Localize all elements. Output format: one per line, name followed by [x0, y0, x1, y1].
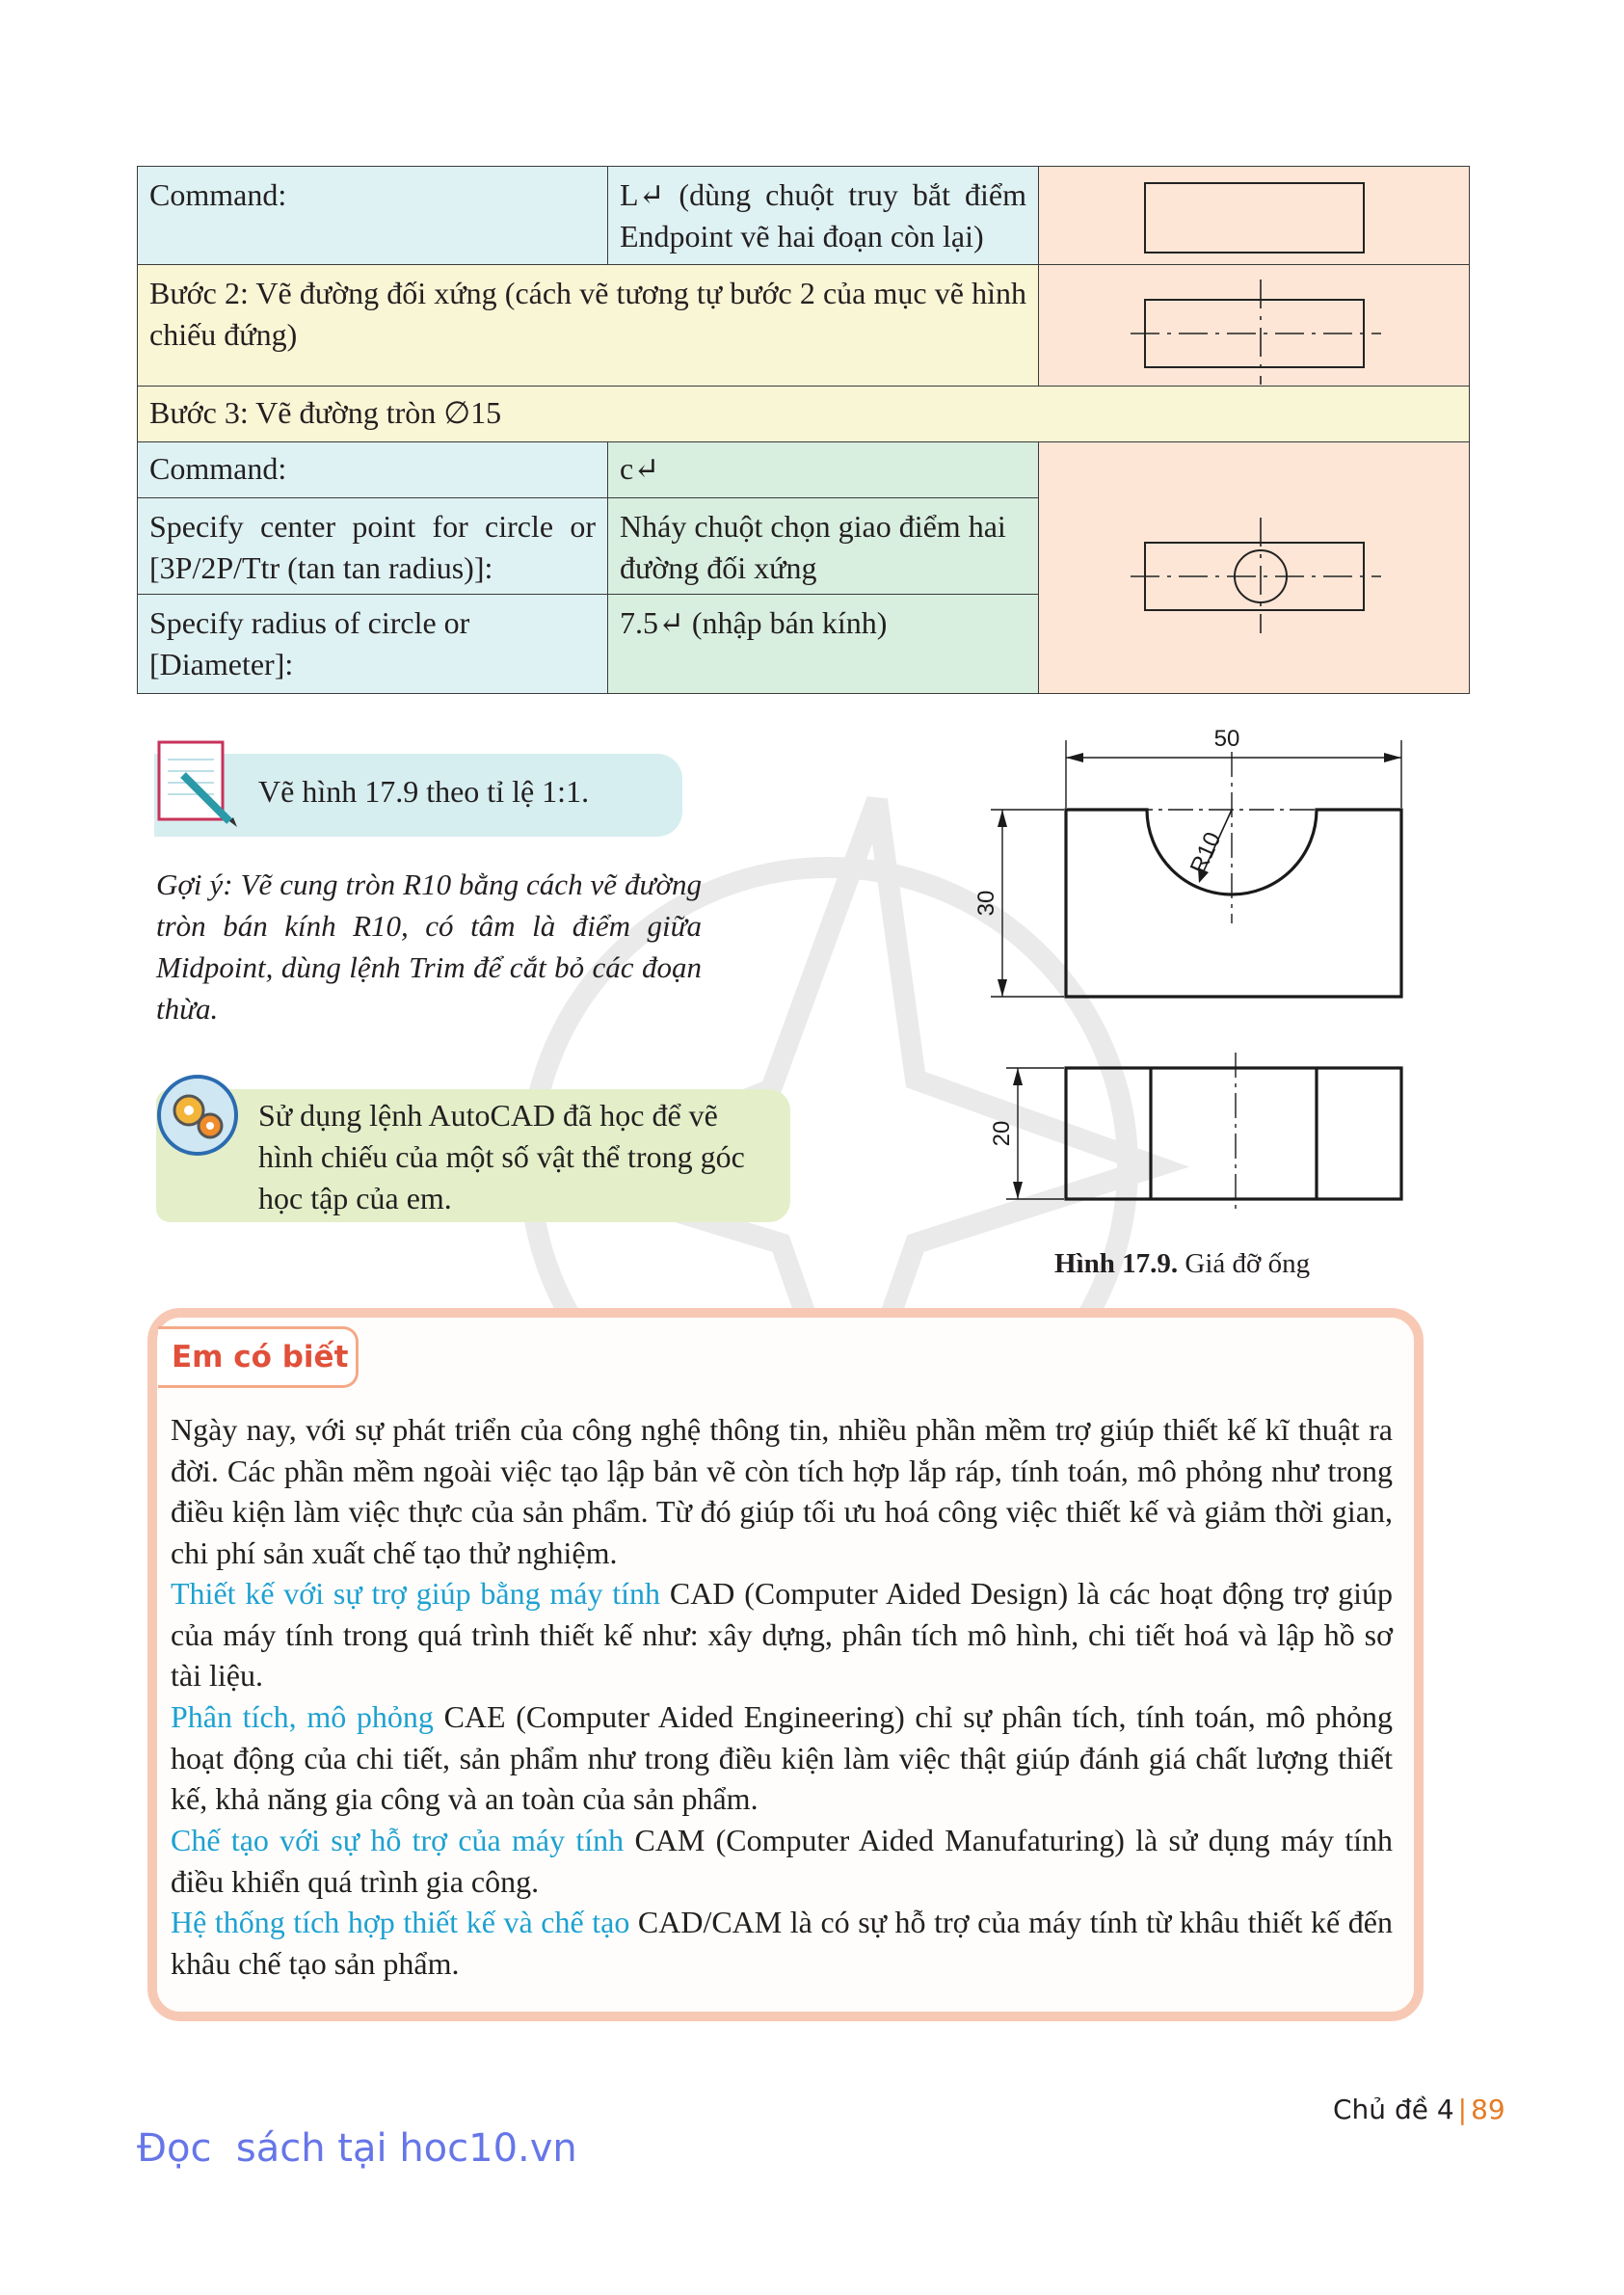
- top-view-outline: [1066, 1068, 1401, 1199]
- dim-height-top: 20: [989, 1120, 1015, 1147]
- site-link[interactable]: Đọc sách tại hoc10.vn: [137, 2126, 577, 2171]
- info-title: Em có biết: [172, 1340, 349, 1374]
- table-cell-command: Command:: [137, 166, 608, 265]
- hint-text: Gợi ý: Vẽ cung tròn R10 bằng cách vẽ đường tròn bán kính R10, có tâm là điểm giữa Midpoint, dùng lệnh Trim để cắt bỏ các đoạn thừa.: [156, 867, 702, 1026]
- apply-text: Sử dụng lệnh AutoCAD đã học để vẽ hình chiếu của một số vật thể trong góc học tập của em.: [258, 1098, 745, 1215]
- table-cell-step2: Bước 2: Vẽ đường đối xứng (cách vẽ tương tự bước 2 của mục vẽ hình chiếu đứng): [137, 264, 1039, 387]
- table-cell-value: 7.5↵ (nhập bán kính): [607, 594, 1039, 694]
- gears-icon: [154, 1072, 241, 1159]
- page-number: 89: [1471, 2094, 1505, 2125]
- table-cell-command: Specify radius of circle or [Diameter]:: [137, 594, 608, 694]
- info-paragraph: Ngày nay, với sự phát triển của công nghệ thông tin, nhiều phần mềm trợ giúp thiết kế kĩ thuật ra đời. Các phần mềm ngoài việc tạo lập bản vẽ còn tích hợp lắp ráp, tính toán, mô phỏng như trong điều kiện làm việc thực của sản phẩm. Từ đó giúp tối ưu hoá công việc thiết kế và giảm thời gian, chi phí sản xuất chế tạo thử nghiệm.: [171, 1412, 1393, 1570]
- table-cell-command: Specify center point for circle or [3P/2P/Ttr (tan tan radius)]:: [137, 497, 608, 595]
- info-paragraph-cadcam: Hệ thống tích hợp thiết kế và chế tạo CAD/CAM là có sự hỗ trợ của máy tính từ khâu thiết kế đến khâu chế tạo sản phẩm.: [171, 1905, 1394, 1981]
- rectangle-drawing: [1039, 167, 1444, 254]
- table-cell-value: c↵: [607, 441, 1039, 498]
- table-cell-value: Nháy chuột chọn giao điểm hai đường đối xứng: [607, 497, 1039, 595]
- table-cell-value: L↵ (dùng chuột truy bắt điểm Endpoint vẽ hai đoạn còn lại): [607, 166, 1039, 265]
- table-cell-drawing: [1038, 441, 1470, 694]
- front-view-outline: [1066, 810, 1401, 997]
- dim-radius: R10: [1185, 828, 1227, 878]
- page-footer: Chủ đề 4 | 89: [1333, 2094, 1505, 2125]
- notepad-pencil-icon: [154, 736, 241, 829]
- table-cell-drawing: [1038, 264, 1470, 387]
- info-paragraph-cae: Phân tích, mô phỏng CAE (Computer Aided Engineering) chỉ sự phân tích, tính toán, mô phỏng hoạt động của chi tiết, sản phẩm như trong điều kiện làm việc thật giúp đánh giá chất lượng thiết kế, khả năng gia công và an toàn của sản phẩm.: [171, 1699, 1393, 1816]
- table-cell-drawing: [1038, 166, 1470, 265]
- table-cell-step3: Bước 3: Vẽ đường tròn ∅15: [137, 386, 1470, 442]
- table-cell-command: Command:: [137, 441, 608, 498]
- info-paragraph-cad: Thiết kế với sự trợ giúp bằng máy tính CAD (Computer Aided Design) là các hoạt động trợ giúp của máy tính trong quá trình thiết kế như: xây dựng, phân tích mô hình, chi tiết hoá và lập hồ sơ tài liệu.: [171, 1576, 1394, 1693]
- figure-caption: Hình 17.9. Giá đỡ ống: [1054, 1248, 1311, 1279]
- symmetry-lines-drawing: [1039, 265, 1463, 385]
- figure-pipe-support: [964, 713, 1446, 1214]
- circle-drawing: [1039, 442, 1463, 691]
- dim-width: 50: [1213, 726, 1240, 752]
- info-paragraph-cam: Chế tạo với sự hỗ trợ của máy tính CAM (Computer Aided Manufaturing) là sử dụng máy tính điều khiển quá trình gia công.: [171, 1823, 1394, 1899]
- practice-text: Vẽ hình 17.9 theo tỉ lệ 1:1.: [258, 774, 590, 809]
- dim-height-front: 30: [973, 890, 999, 917]
